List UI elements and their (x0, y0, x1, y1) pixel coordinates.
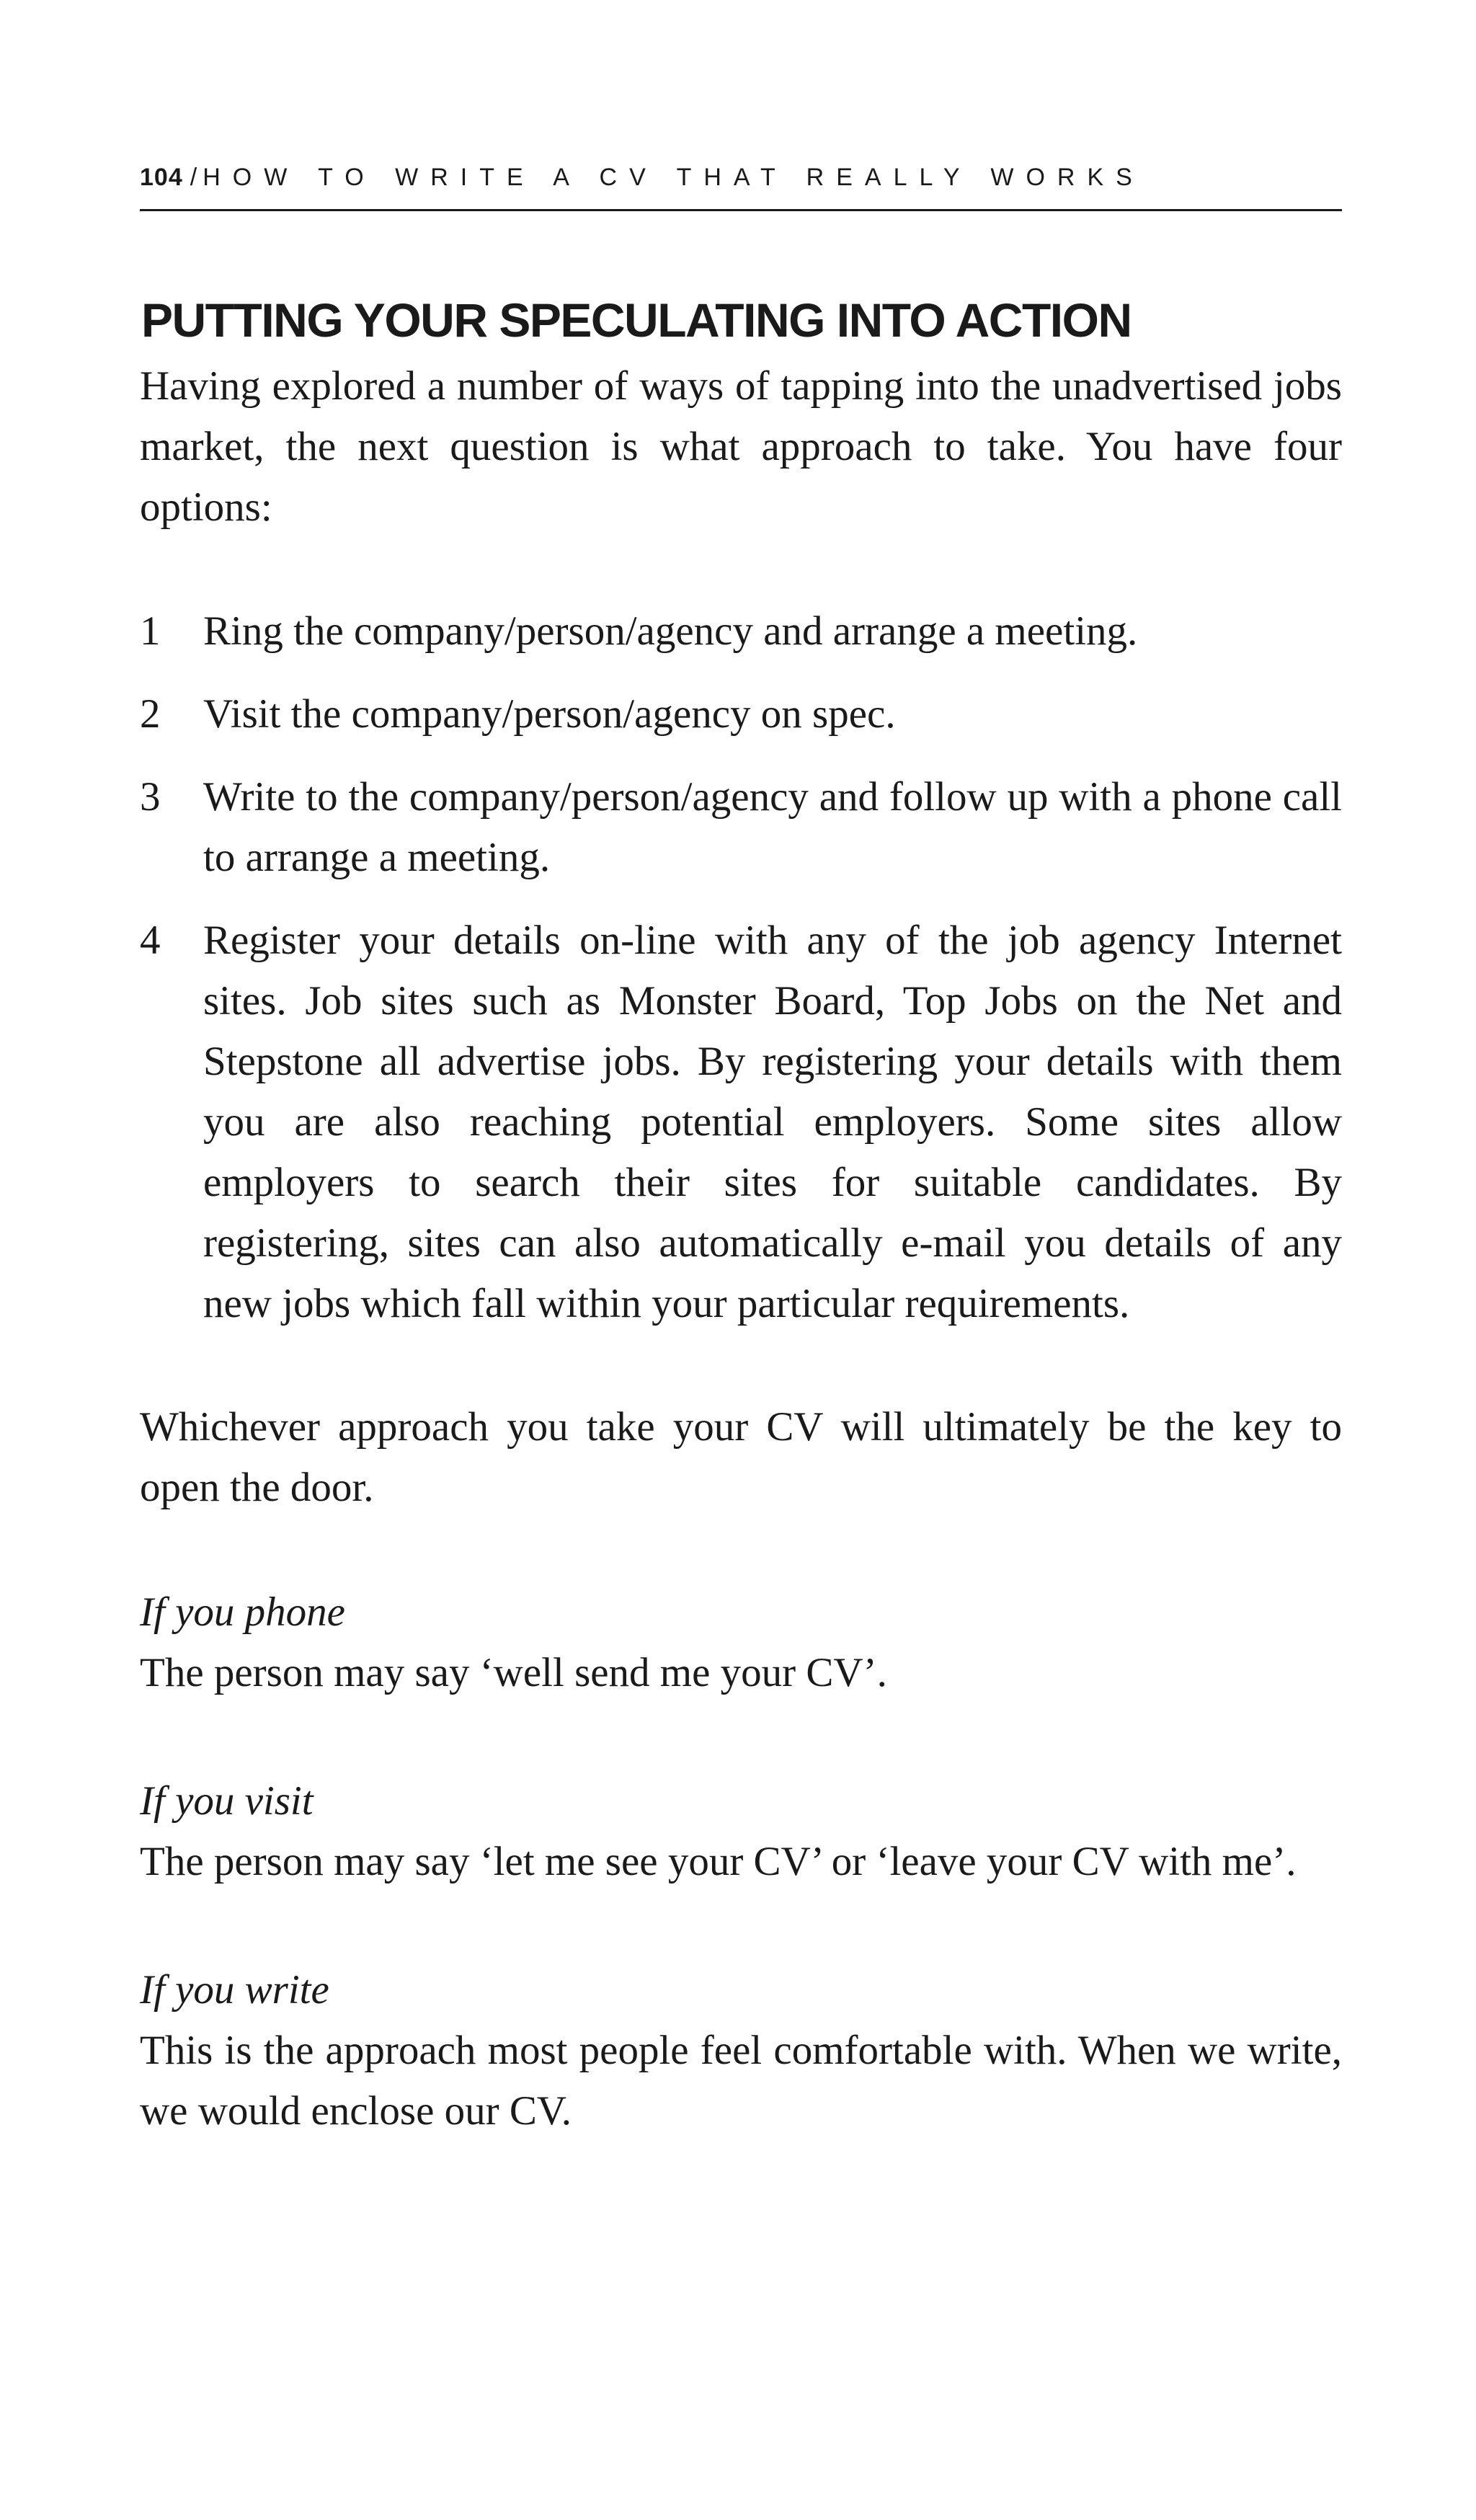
header-separator: / (190, 164, 197, 191)
list-item-number: 3 (140, 774, 161, 820)
list-item-text: Write to the company/person/agency and follow up with a phone call to arrange a meeting. (203, 774, 1342, 880)
closing-paragraph: Whichever approach you take your CV will ultimately be the key to open the door. (140, 1404, 1342, 1510)
header-rule (140, 209, 1342, 211)
case-text-visit: The person may say ‘let me see your CV’ or ‘leave your CV with me’. (140, 1839, 1297, 1884)
list-item (140, 767, 1342, 888)
list-item-text: Visit the company/person/agency on spec. (203, 691, 896, 737)
page-number: 104 (140, 164, 183, 191)
list-item-number: 2 (140, 691, 161, 737)
list-item-text: Ring the company/person/agency and arrange a meeting. (203, 608, 1138, 654)
list-item-number: 4 (140, 918, 161, 963)
options-list (140, 601, 1342, 1357)
book-page (140, 0, 1342, 2520)
running-header (140, 161, 1342, 193)
list-item-text: Register your details on-line with any of the job agency Internet sites. Job sites such as Monster Board, Top Jobs on the Net and Stepstone all advertise jobs. By registering your details with them you are also reaching potential employers. Some sites allow employers to search their sites for suitable candidates. By registering, sites can also automatically e-mail you details of any new jobs which fall within your particular requirements. (203, 918, 1342, 1326)
book-title: HOW TO WRITE A CV THAT REALLY WORKS (203, 164, 1144, 191)
list-item-number: 1 (140, 608, 161, 654)
intro-paragraph: Having explored a number of ways of tapping into the unadvertised jobs market, the next question is what approach to take. You have four options: (140, 363, 1342, 530)
case-heading-visit: If you visit (140, 1778, 314, 1824)
list-item (140, 684, 1342, 745)
case-text-write: This is the approach most people feel comfortable with. When we write, we would enclose our CV. (140, 2028, 1342, 2134)
section-heading: PUTTING YOUR SPECULATING INTO ACTION (141, 293, 1132, 347)
case-heading-write: If you write (140, 1967, 329, 2013)
case-text-phone: The person may say ‘well send me your CV’. (140, 1650, 887, 1695)
case-heading-phone: If you phone (140, 1589, 345, 1635)
list-item (140, 910, 1342, 1334)
list-item (140, 601, 1342, 662)
